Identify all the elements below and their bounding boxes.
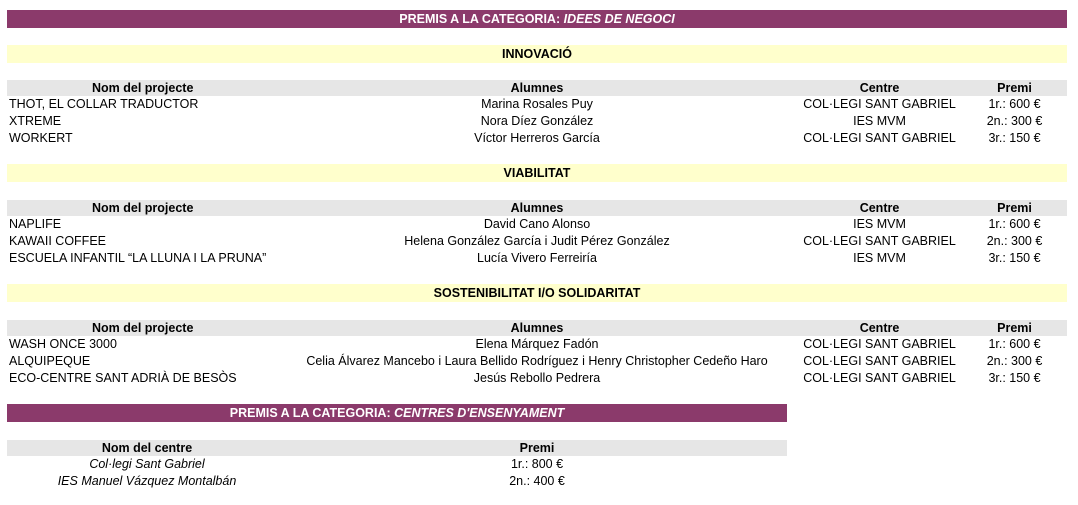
project-name: ESCUELA INFANTIL “LA LLUNA I LA PRUNA” <box>9 251 267 265</box>
table-row <box>7 336 1067 353</box>
banner-category: CENTRES D'ENSENYAMENT <box>394 406 565 420</box>
prize: 2n.: 300 € <box>986 234 1043 248</box>
col-students: Alumnes <box>510 81 564 95</box>
table-row <box>7 233 1067 250</box>
centre: COL·LEGI SANT GABRIEL <box>803 131 956 145</box>
col-students: Alumnes <box>510 201 564 215</box>
col-centre: Centre <box>859 321 900 335</box>
project-name: NAPLIFE <box>9 217 62 231</box>
category-banner-schools <box>7 404 787 422</box>
project-name: ALQUIPEQUE <box>9 354 91 368</box>
centre: COL·LEGI SANT GABRIEL <box>803 234 956 248</box>
table-header <box>7 440 787 456</box>
project-name: KAWAII COFFEE <box>9 234 106 248</box>
col-centre: Centre <box>859 201 900 215</box>
table-header <box>7 80 1067 96</box>
students: Marina Rosales Puy <box>481 97 593 111</box>
students: Víctor Herreros García <box>474 131 600 145</box>
prize: 1r.: 600 € <box>988 217 1041 231</box>
centre: IES MVM <box>853 251 906 265</box>
project-name: ECO-CENTRE SANT ADRIÀ DE BESÒS <box>9 371 237 385</box>
prize: 3r.: 150 € <box>988 371 1041 385</box>
category-banner-business-ideas <box>7 10 1067 28</box>
project-name: WASH ONCE 3000 <box>9 337 117 351</box>
col-prize: Premi <box>997 81 1032 95</box>
centre: COL·LEGI SANT GABRIEL <box>803 354 956 368</box>
students: Celia Álvarez Mancebo i Laura Bellido Rodríguez i Henry Christopher Cedeño Haro <box>306 354 768 368</box>
col-prize: Premi <box>997 321 1032 335</box>
students: Jesús Rebollo Pedrera <box>473 371 601 385</box>
students: David Cano Alonso <box>483 217 591 231</box>
table-header <box>7 320 1067 336</box>
centre: IES MVM <box>853 114 906 128</box>
table-header <box>7 200 1067 216</box>
col-centre-name: Nom del centre <box>101 441 193 455</box>
prize: 1r.: 800 € <box>510 457 564 471</box>
students: Nora Díez González <box>480 114 594 128</box>
col-centre: Centre <box>859 81 900 95</box>
table-row <box>7 456 787 473</box>
section-title-viabilitat: VIABILITAT <box>7 164 1067 182</box>
table-row <box>7 370 1067 387</box>
prize: 3r.: 150 € <box>988 251 1041 265</box>
col-students: Alumnes <box>510 321 564 335</box>
col-project-name: Nom del projecte <box>92 201 194 215</box>
prize: 2n.: 400 € <box>509 474 565 488</box>
project-name: THOT, EL COLLAR TRADUCTOR <box>9 97 199 111</box>
banner-prefix: PREMIS A LA CATEGORIA: <box>229 406 395 420</box>
centre: IES MVM <box>853 217 906 231</box>
prize: 2n.: 300 € <box>986 114 1043 128</box>
banner-category: IDEES DE NEGOCI <box>563 12 675 26</box>
prize: 1r.: 600 € <box>988 337 1041 351</box>
centre-name: Col·legi Sant Gabriel <box>89 457 205 471</box>
table-row <box>7 473 787 490</box>
students: Elena Márquez Fadón <box>475 337 599 351</box>
table-row <box>7 353 1067 370</box>
students: Helena González García i Judit Pérez González <box>404 234 670 248</box>
project-name: XTREME <box>9 114 62 128</box>
prize: 1r.: 600 € <box>988 97 1041 111</box>
col-project-name: Nom del projecte <box>92 321 194 335</box>
table-row <box>7 96 1067 113</box>
centre: COL·LEGI SANT GABRIEL <box>803 97 956 111</box>
table-row <box>7 250 1067 267</box>
project-name: WORKERT <box>9 131 73 145</box>
prize: 3r.: 150 € <box>988 131 1041 145</box>
col-project-name: Nom del projecte <box>92 81 194 95</box>
section-title-innovacio: INNOVACIÓ <box>7 45 1067 63</box>
centre: COL·LEGI SANT GABRIEL <box>803 371 956 385</box>
table-row <box>7 130 1067 147</box>
centre-name: IES Manuel Vázquez Montalbán <box>57 474 237 488</box>
table-row <box>7 216 1067 233</box>
col-prize: Premi <box>519 441 555 455</box>
students: Lucía Vivero Ferreiría <box>477 251 597 265</box>
banner-prefix: PREMIS A LA CATEGORIA: <box>399 12 564 26</box>
section-title-sostenibilitat: SOSTENIBILITAT I/O SOLIDARITAT <box>7 284 1067 302</box>
col-prize: Premi <box>997 201 1032 215</box>
table-row <box>7 113 1067 130</box>
centre: COL·LEGI SANT GABRIEL <box>803 337 956 351</box>
prize: 2n.: 300 € <box>986 354 1043 368</box>
